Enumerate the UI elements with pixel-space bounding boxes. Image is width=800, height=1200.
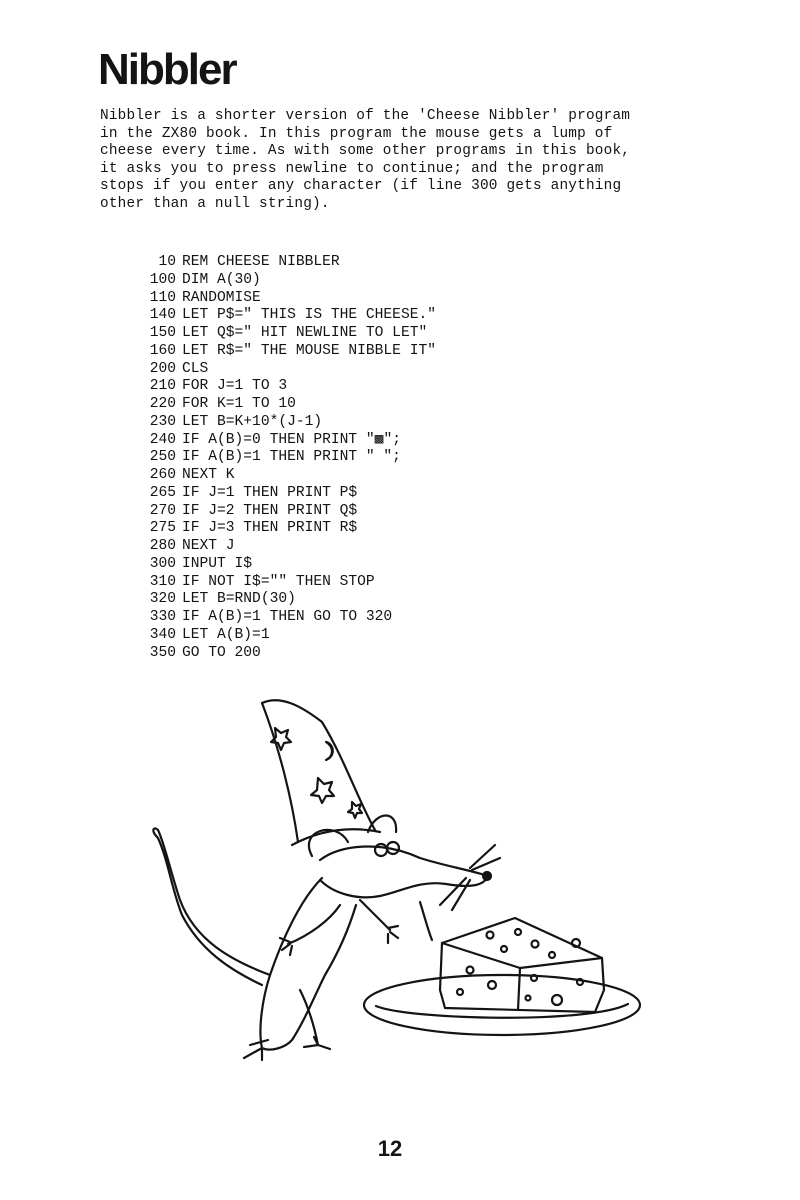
- star-icon: [348, 802, 362, 818]
- star-icon: [271, 728, 291, 750]
- listing-line: [140, 378, 436, 396]
- line-number: 210: [149, 378, 176, 395]
- line-number: 280: [149, 538, 176, 554]
- listing-line: [140, 325, 436, 343]
- line-code: INPUT I$: [182, 555, 253, 572]
- line-number: 265: [149, 484, 176, 501]
- listing-line: [140, 467, 436, 485]
- line-code: NEXT J: [182, 538, 235, 554]
- line-code: IF A(B)=1 THEN PRINT " ";: [182, 449, 401, 466]
- line-number: 150: [149, 325, 176, 341]
- line-number: 340: [149, 626, 176, 643]
- listing-line: [140, 307, 436, 325]
- line-number: 220: [149, 396, 176, 412]
- line-number: 260: [149, 467, 176, 483]
- listing-line: [140, 396, 436, 414]
- listing-line: [140, 343, 436, 361]
- listing-line: [140, 591, 436, 609]
- page-number: 12: [377, 1136, 403, 1161]
- mouse-tail: [153, 828, 270, 985]
- line-number: 110: [149, 289, 176, 306]
- mouse-body: [260, 878, 356, 1050]
- line-number: 310: [149, 573, 176, 590]
- page-title: Nibbler: [98, 45, 236, 94]
- line-code: IF NOT I$="" THEN STOP: [182, 573, 375, 590]
- line-code: IF A(B)=0 THEN PRINT "▩";: [182, 431, 401, 448]
- line-code: LET R$=" THE MOUSE NIBBLE IT": [182, 342, 436, 359]
- line-code: LET A(B)=1: [182, 626, 270, 643]
- listing-line: [140, 254, 436, 272]
- line-number: 10: [158, 254, 176, 270]
- line-code: IF J=2 THEN PRINT Q$: [182, 502, 358, 519]
- intro-line: Nibbler is a shorter version of the 'Cheese Nibbler' program: [100, 108, 631, 124]
- moon-icon: [326, 742, 333, 760]
- line-code: IF J=1 THEN PRINT P$: [182, 484, 358, 501]
- mouse-head: [320, 846, 488, 897]
- star-icon: [311, 778, 334, 803]
- line-number: 275: [149, 520, 176, 537]
- mouse: [153, 816, 500, 1061]
- mouse-ear: [368, 816, 396, 833]
- line-code: LET Q$=" HIT NEWLINE TO LET": [182, 325, 428, 341]
- listing-line: [140, 449, 436, 467]
- mouse-arm: [360, 900, 398, 943]
- line-code: IF J=3 THEN PRINT R$: [182, 520, 358, 537]
- line-number: 300: [149, 555, 176, 572]
- listing-line: [140, 574, 436, 592]
- line-code: NEXT K: [182, 467, 235, 483]
- listing-line: [140, 432, 436, 450]
- line-code: LET B=K+10*(J-1): [182, 413, 323, 430]
- intro-line: other than a null string).: [100, 195, 330, 212]
- line-number: 320: [149, 591, 176, 608]
- line-number: 240: [149, 431, 176, 448]
- listing-line: [140, 503, 436, 521]
- line-code: IF A(B)=1 THEN GO TO 320: [182, 609, 393, 625]
- line-number: 330: [149, 609, 176, 625]
- line-number: 200: [149, 360, 176, 377]
- line-number: 270: [149, 502, 176, 519]
- listing-line: [140, 609, 436, 627]
- listing-line: [140, 414, 436, 432]
- intro-line: stops if you enter any character (if line 300 gets anything: [100, 178, 622, 195]
- line-code: RANDOMISE: [182, 289, 261, 306]
- intro-line: it asks you to press newline to continue; and the program: [100, 160, 604, 177]
- cheese-wedge: [440, 918, 604, 1012]
- listing-line: [140, 520, 436, 538]
- listing-line: [140, 538, 436, 556]
- line-code: LET B=RND(30): [182, 591, 296, 608]
- wizard-hat: [262, 700, 380, 845]
- mouse-ear: [309, 830, 348, 856]
- listing-line: [140, 556, 436, 574]
- listing-line: [140, 485, 436, 503]
- line-number: 350: [149, 644, 176, 661]
- listing-line: [140, 627, 436, 645]
- intro-line: cheese every time. As with some other programs in this book,: [100, 143, 631, 160]
- line-number: 100: [149, 271, 176, 288]
- line-number: 230: [149, 413, 176, 430]
- listing-line: [140, 361, 436, 379]
- line-number: 160: [149, 342, 176, 359]
- line-code: CLS: [182, 360, 209, 377]
- intro-line: in the ZX80 book. In this program the mouse gets a lump of: [100, 125, 613, 142]
- line-number: 140: [149, 307, 176, 324]
- line-code: FOR J=1 TO 3: [182, 378, 288, 395]
- line-number: 250: [149, 449, 176, 466]
- line-code: REM CHEESE NIBBLER: [182, 254, 340, 270]
- listing-line: [140, 272, 436, 290]
- listing-line: [140, 645, 436, 663]
- mouse-wizard-illustration: [140, 680, 660, 1080]
- intro-paragraph: [100, 108, 720, 214]
- mouse-eye: [375, 844, 387, 856]
- line-code: FOR K=1 TO 10: [182, 396, 296, 412]
- program-listing: [140, 254, 436, 662]
- listing-line: [140, 290, 436, 308]
- line-code: DIM A(30): [182, 271, 261, 288]
- line-code: LET P$=" THIS IS THE CHEESE.": [182, 307, 436, 324]
- line-code: GO TO 200: [182, 644, 261, 661]
